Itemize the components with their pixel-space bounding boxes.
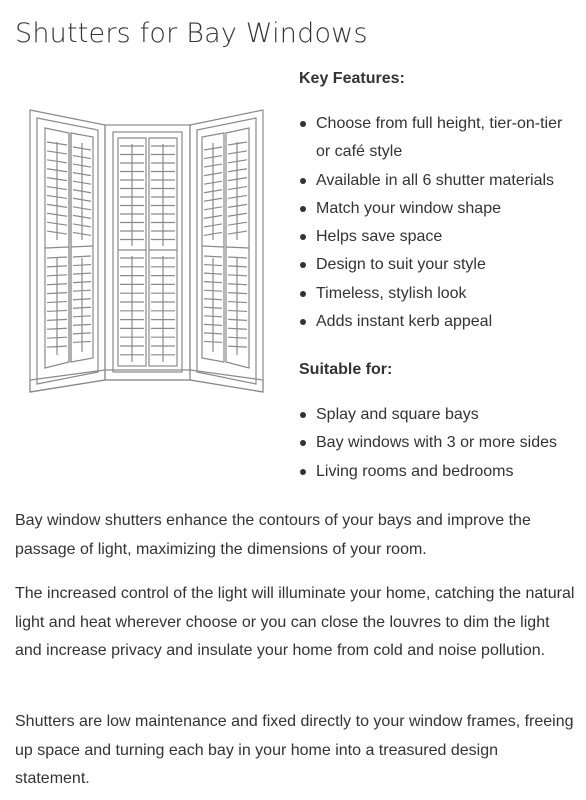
list-item: Splay and square bays (299, 401, 579, 429)
body-paragraph: The increased control of the light will illuminate your home, catching the natural light and heat wherever choose or you can close the louvres to dim the light and increase privacy and insulate your home from cold and noise pollution. (15, 585, 575, 659)
page-title: Shutters for Bay Windows (15, 18, 368, 49)
key-features-heading: Key Features: (299, 70, 405, 87)
list-item: Available in all 6 shutter materials (299, 167, 579, 195)
list-item: Timeless, stylish look (299, 280, 579, 308)
list-item: Match your window shape (299, 195, 579, 223)
list-item: Adds instant kerb appeal (299, 308, 579, 336)
suitable-for-heading: Suitable for: (299, 361, 393, 378)
suitable-for-list (299, 401, 579, 486)
list-item: Bay windows with 3 or more sides (299, 429, 579, 457)
bay-window-shutters-illustration (25, 100, 270, 400)
list-item: Choose from full height, tier-on-tier or café style (299, 110, 579, 167)
body-paragraph: Shutters are low maintenance and fixed directly to your window frames, freeing up space and turning each bay in your home into a treasured design statement. (15, 713, 574, 787)
list-item: Design to suit your style (299, 251, 579, 279)
list-item: Helps save space (299, 223, 579, 251)
body-paragraph: Bay window shutters enhance the contours of your bays and improve the passage of light, maximizing the dimensions of your room. (15, 512, 531, 558)
list-item: Living rooms and bedrooms (299, 458, 579, 486)
key-features-list (299, 110, 579, 336)
